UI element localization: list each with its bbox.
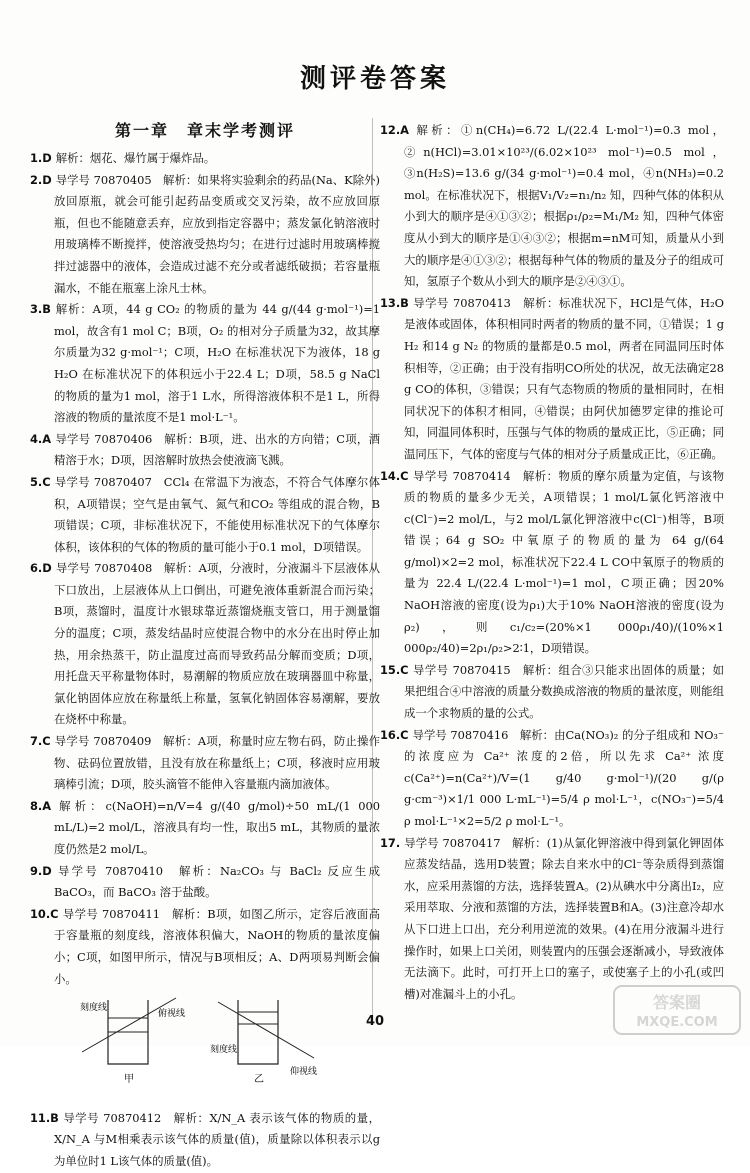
answer-explanation: 导学号 70870412 解析：X/N_A 表示该气体的物质的量，X/N_A 与M相乘表示该气体的质量(值)，质量除以体积表示以g为单位时1 L该气体的质量(值)。: [54, 1110, 380, 1168]
answer-number: 12.A: [380, 123, 417, 137]
answer-explanation: 导学号 70870413 解析：标准状况下，HCl是气体，H₂O是液体或固体，体积相同时两者的物质的量不同，①错误；1 g H₂ 和14 g N₂ 的物质的量都是0.5 mol，两者在同温同压时体积相等，②正确；由于没有指明CO所处的状况，故无法确定28 g CO的体积，③错误；只有气态物质的物质的量相同时，在相同状况下的体积才相同，④错误；由阿伏加德罗定律的推论可知，同温同体积时，压强与气体的物质的量成正比，⑤正确；同温同压下，气体的密度与气体的相对分子质量成正比，⑥正确。: [404, 295, 724, 461]
page-number: 40: [365, 1014, 385, 1029]
right-column: [380, 120, 724, 1005]
answer-item: [30, 170, 380, 300]
answer-item: [380, 120, 724, 293]
answer-number: 5.C: [30, 474, 55, 489]
answer-number: 3.B: [30, 302, 56, 317]
answer-explanation: 导学号 70870405 解析：如果将实验剩余的药品(Na、K除外)放回原瓶，就会可能引起药品变质或交叉污染，故不应放回原瓶，但也不能随意丢弃，应放到指定容器中；蒸发氯化钠溶液时用玻璃棒不断搅拌，使溶液受热均匀；在进行过滤时用玻璃棒搅拌过滤器中的液体，会造成过滤不充分或者滤纸破损；若容量瓶漏水，不能在瓶塞上涂凡士林。: [54, 172, 380, 295]
answer-item: [30, 731, 380, 796]
answer-explanation: 导学号 70870414 解析：物质的摩尔质量为定值，与该物质的物质的量多少无关，A项错误；1 mol/L氯化钙溶液中c(Cl⁻)=2 mol/L，与2 mol/L氯化钾溶液中c(Cl⁻)相等，B项错误；64 g SO₂ 中氧原子的物质的量为 64 g/(64 g/mol)×2=2 mol，标准状况下22.4 L CO中氧原子的物质的量为 22.4 L/(22.4 L·mol⁻¹)=1 mol，C项正确；因20% NaOH溶液的密度(设为ρ₁)大于10% NaOH溶液的密度(设为ρ₂)，则c₁/c₂=(20%×1 000ρ₁/40)/(10%×1 000ρ₂/40)=2ρ₁/ρ₂>2∶1，D项错误。: [404, 468, 724, 656]
answer-item: [30, 558, 380, 731]
answer-explanation: 导学号 70870411 解析：B项，如图乙所示，定容后液面高于容量瓶的刻度线，溶液体积偏大，NaOH的物质的量浓度偏小；C项，如图甲所示，情况与B项相反；A、D两项易判断会偏小。: [54, 906, 380, 986]
answer-item: [30, 904, 380, 990]
answer-item: [30, 861, 380, 904]
flask-left-sight-label: 俯视线: [158, 1009, 186, 1020]
answer-number: 11.B: [30, 1110, 64, 1125]
answer-number: 10.C: [30, 906, 63, 921]
answer-number: 15.C: [380, 662, 413, 677]
answer-number: 17.: [380, 835, 405, 850]
answer-explanation: 导学号 70870406 解析：B项，进、出水的方向错；C项，酒精溶于水；D项，因溶解时放热会使液滴飞溅。: [54, 431, 380, 468]
answer-item: [30, 796, 380, 861]
chapter-title: 第一章 章末学考测评: [114, 121, 295, 140]
answer-explanation: 导学号 70870417 解析：(1)从氯化钾溶液中得到氯化钾固体应蒸发结晶，选用D装置；除去自来水中的Cl⁻等杂质得到蒸馏水，应采用蒸馏的方法，选择装置A。(2)从碘水中分离出I₂，应采用萃取、分液和蒸馏的方法，选择装置B和A。(3)注意冷却水从下口进上口出，充分利用逆流的效果。(4)在用分液漏斗进行操作时，如果上口关闭，则装置内的压强会逐渐减小，导致液体无法滴下。此时，可打开上口的塞子，或使塞子上的小孔(或凹槽)对准漏斗上的小孔。: [404, 835, 724, 1001]
flask-left-mark-label: 刻度线: [80, 1003, 108, 1014]
answer-explanation: 解析：①n(CH₄)=6.72 L/(22.4 L·mol⁻¹)=0.3 mol，②n(HCl)=3.01×10²³/(6.02×10²³ mol⁻¹)=0.5 mol，③n(H₂S)=13.6 g/(34 g·mol⁻¹)=0.4 mol，④n(NH₃)=0.2 mol。在标准状况下，根据V₁/V₂=n₁/n₂ 知，四种气体的体积从小到大的顺序是④①③②；根据ρ₁/ρ₂=M₁/M₂ 知，四种气体密度从小到大的顺序是①④③②；根据m=nM可知，质量从小到大的顺序是④①③②；根据每种气体的物质的量及分子的组成可知，氢原子个数从小到大的顺序是②④③①。: [404, 123, 724, 289]
answer-item: [380, 660, 724, 725]
answer-item: [380, 466, 724, 660]
answer-explanation: 导学号 70870410 解析：Na₂CO₃ 与 BaCl₂ 反应生成 BaCO₃，而 BaCO₃ 溶于盐酸。: [54, 863, 380, 900]
answer-explanation: 解析：烟花、爆竹属于爆炸品。: [55, 151, 216, 165]
right-answer-list: [380, 120, 724, 1005]
svg-text:MXQE.COM: MXQE.COM: [636, 1015, 718, 1030]
answer-explanation: 解析：A项，44 g CO₂ 的物质的量为 44 g/(44 g·mol⁻¹)=1 mol，故含有1 mol C；B项，O₂ 的相对分子质量为32，故其摩尔质量为32 g·mol⁻¹；C项，H₂O 在标准状况下为液体，18 g H₂O 在标准状况下的体积远小于22.4 L；D项，58.5 g NaCl 的物质的量为1 mol，溶于1 L水，所得溶液体积不是1 L，所得溶液的物质的量浓度不是1 mol·L⁻¹。: [54, 302, 380, 425]
answer-explanation: 导学号 70870407 CCl₄ 在常温下为液态，不符合气体摩尔体积，A项错误；空气是由氧气、氮气和CO₂ 等组成的混合物，B项错误；C项，非标准状况下，不能使用标准状况下的气体摩尔体积，该体积的气体的物质的量可能小于0.1 mol，D项错误。: [54, 474, 381, 554]
answer-explanation: 导学号 70870416 解析：由Ca(NO₃)₂ 的分子组成和 NO₃⁻ 的浓度应为 Ca²⁺ 浓度的2倍，所以先求 Ca²⁺ 浓度 c(Ca²⁺)=n(Ca²⁺)/V=(1 g/40 g·mol⁻¹)/(20 g/(ρ g·cm⁻³)×1/1 000 L·mL⁻¹)=5/4 ρ mol·L⁻¹，c(NO₃⁻)=5/4 ρ mol·L⁻¹×2=5/2 ρ mol·L⁻¹。: [404, 727, 724, 828]
answer-number: 9.D: [30, 863, 58, 878]
volumetric-flask-diagram: [78, 994, 338, 1094]
answer-number: 16.C: [380, 727, 413, 742]
answer-explanation: 解析：c(NaOH)=n/V=4 g/(40 g/mol)÷50 mL/(1 000 mL/L)=2 mol/L，溶液具有均一性，取出5 mL，其物质的量浓度仍然是2 mol/L。: [54, 798, 380, 856]
answer-explanation: 导学号 70870408 解析：A项，分液时，分液漏斗下层液体从下口放出，上层液体从上口倒出，可避免液体重新混合而污染；B项，蒸馏时，温度计水银球靠近蒸馏烧瓶支管口，用于测量馏分的温度；C项，蒸发结晶时应使混合物中的水分在出时停止加热，用余热蒸干，防止温度过高而导致药品分解而变质；D项，用托盘天平称量物体时，易潮解的物质应放在玻璃器皿中称量，氯化钠固体应放在称量纸上称量，氢氧化钠固体容易潮解，要放在烧杯中称量。: [54, 561, 380, 727]
answer-number: 4.A: [30, 431, 56, 446]
answer-item: [380, 293, 724, 466]
answer-explanation: 导学号 70870415 解析：组合③只能求出固体的质量；如果把组合④中溶液的质量分数换成溶液的物质的量浓度，则能组成一个求物质的量的公式。: [404, 662, 724, 721]
answer-item: [30, 299, 380, 429]
answer-number: 7.C: [30, 734, 55, 749]
flask-right-caption: 乙: [254, 1074, 264, 1086]
answer-number: 2.D: [30, 172, 56, 187]
answer-item: [380, 725, 724, 833]
svg-text:答案圈: 答案圈: [652, 993, 702, 1012]
answer-number: 14.C: [380, 468, 413, 483]
flask-right-outline: [238, 1000, 278, 1064]
answer-item: [30, 429, 380, 472]
flask-right-mark-label: 刻度线: [210, 1045, 238, 1056]
answer-number: 13.B: [380, 295, 414, 310]
watermark-logo: [612, 982, 742, 1038]
answer-item: [30, 472, 380, 558]
answer-number: 6.D: [30, 561, 56, 576]
flask-left-caption: 甲: [124, 1074, 134, 1086]
answer-item: [30, 148, 380, 170]
answer-number: 1.D: [30, 151, 56, 165]
answer-item: [380, 833, 724, 1006]
answer-item: [30, 1108, 380, 1173]
flask-right-sight-label: 仰视线: [290, 1067, 318, 1078]
answer-explanation: 导学号 70870409 解析：A项，称量时应左物右码，防止操作物、砝码位置放错，且没有放在称量纸上；C项，移液时应用玻璃棒引流；D项，胶头滴管不能伸入容量瓶内滴加液体。: [54, 734, 380, 792]
page-title: 测评卷答案: [299, 64, 450, 94]
answer-number: 8.A: [30, 798, 60, 813]
